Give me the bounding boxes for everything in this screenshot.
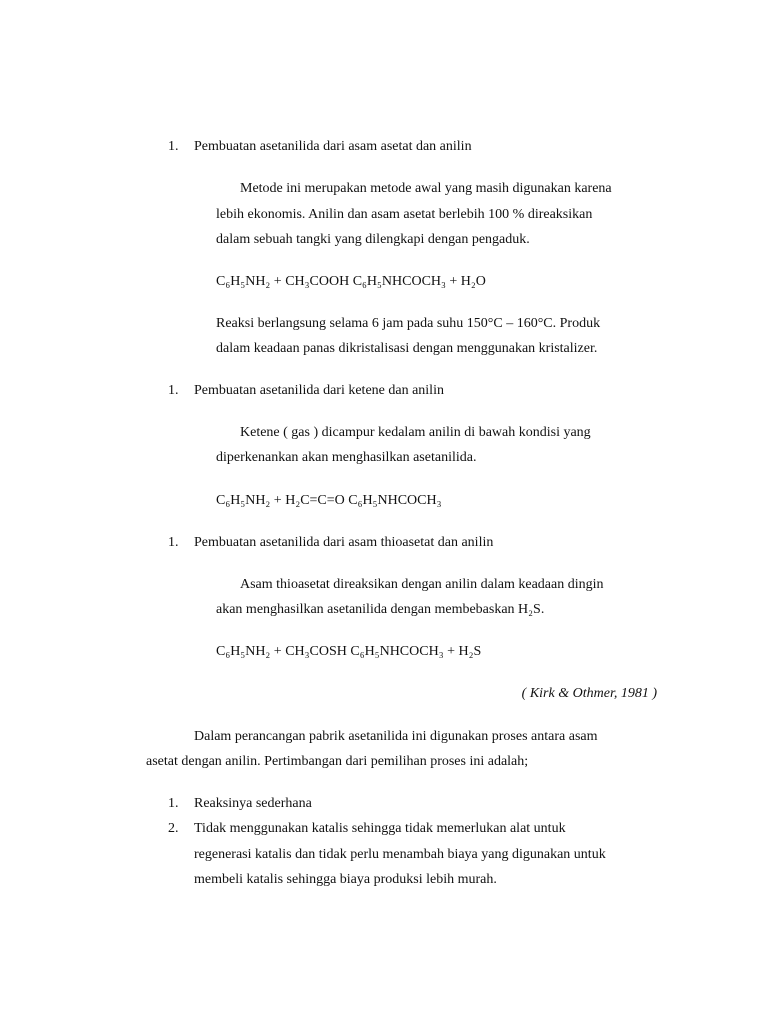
reason-2-line: regenerasi katalis dan tidak perlu menambah biaya yang digunakan untuk xyxy=(194,847,606,862)
section-1-heading: Pembuatan asetanilida dari asam asetat dan anilin xyxy=(194,139,472,154)
reason-1-number: 1. xyxy=(168,796,179,811)
closing-line: Dalam perancangan pabrik asetanilida ini digunakan proses antara asam xyxy=(194,729,598,744)
section-3-para-line: akan menghasilkan asetanilida dengan membebaskan H₂S. xyxy=(216,602,545,617)
reason-1-text: Reaksinya sederhana xyxy=(194,796,312,811)
section-1-para-line: Metode ini merupakan metode awal yang masih digunakan karena xyxy=(240,181,612,196)
section-1-equation: C₆H₅NH₂ + CH₃COOH C₆H₅NHCOCH₃ + H₂O xyxy=(216,274,486,289)
section-2-para-line: diperkenankan akan menghasilkan asetanilida. xyxy=(216,450,477,465)
section-2-heading: Pembuatan asetanilida dari ketene dan anilin xyxy=(194,383,444,398)
section-3-para-line: Asam thioasetat direaksikan dengan anilin dalam keadaan dingin xyxy=(240,577,604,592)
section-1-para-line: lebih ekonomis. Anilin dan asam asetat berlebih 100 % direaksikan xyxy=(216,207,593,222)
citation: ( Kirk & Othmer, 1981 ) xyxy=(521,686,657,701)
section-3-equation: C₆H₅NH₂ + CH₃COSH C₆H₅NHCOCH₃ + H₂S xyxy=(216,644,482,659)
section-1-note-line: Reaksi berlangsung selama 6 jam pada suhu 150°C – 160°C. Produk xyxy=(216,316,601,331)
section-3-number: 1. xyxy=(168,535,179,550)
reason-2-line: Tidak menggunakan katalis sehingga tidak memerlukan alat untuk xyxy=(194,821,566,836)
section-1-number: 1. xyxy=(168,139,179,154)
reason-2-line: membeli katalis sehingga biaya produksi lebih murah. xyxy=(194,872,497,887)
section-2-number: 1. xyxy=(168,383,179,398)
section-1-para-line: dalam sebuah tangki yang dilengkapi dengan pengaduk. xyxy=(216,232,530,247)
section-1-note-line: dalam keadaan panas dikristalisasi dengan menggunakan kristalizer. xyxy=(216,341,598,356)
closing-line: asetat dengan anilin. Pertimbangan dari pemilihan proses ini adalah; xyxy=(146,754,529,769)
section-2-para-line: Ketene ( gas ) dicampur kedalam anilin di bawah kondisi yang xyxy=(240,425,591,440)
section-3-heading: Pembuatan asetanilida dari asam thioasetat dan anilin xyxy=(194,535,494,550)
reason-2-number: 2. xyxy=(168,821,179,836)
section-2-equation: C₆H₅NH₂ + H₂C=C=O C₆H₅NHCOCH₃ xyxy=(216,493,442,508)
